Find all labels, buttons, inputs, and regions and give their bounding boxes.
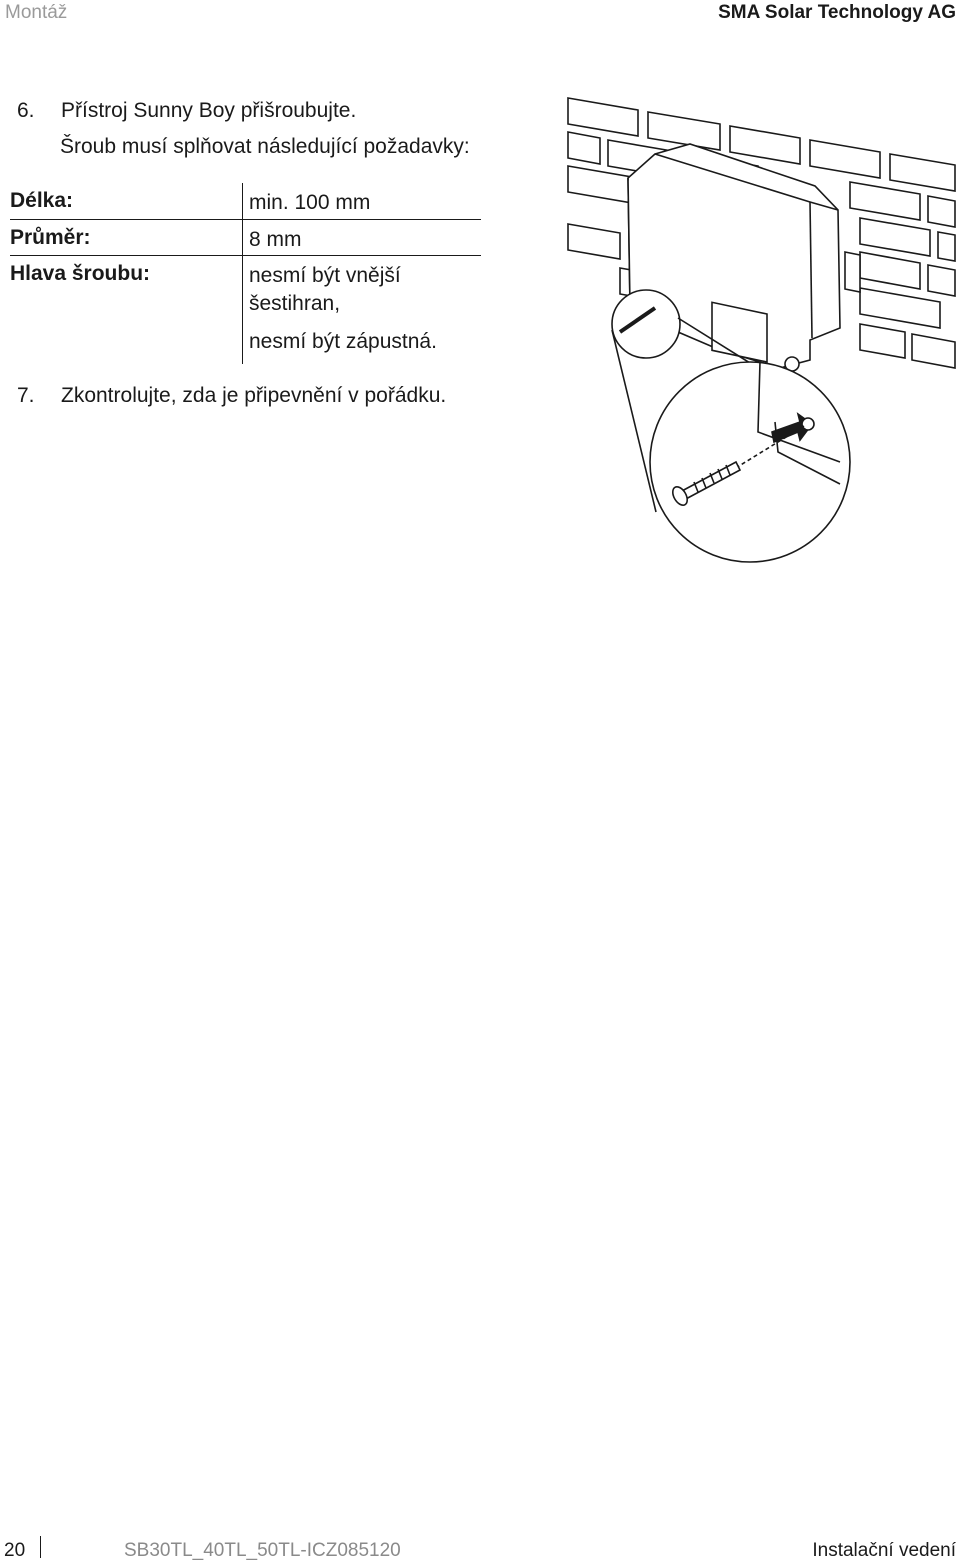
mounting-illustration xyxy=(560,92,960,572)
step-7 xyxy=(17,381,537,411)
detail-circle-large xyxy=(650,362,850,562)
footer-divider xyxy=(40,1536,41,1558)
spec-value-text: nesmí být vnější šestihran, xyxy=(249,264,401,315)
spec-label: Hlava šroubu: xyxy=(10,262,151,285)
step-number: 6. xyxy=(17,99,35,122)
step-text: Přístroj Sunny Boy přišroubujte. xyxy=(61,99,357,122)
detail-circle-small xyxy=(612,290,680,358)
spec-row-screw-head xyxy=(10,256,481,364)
step-number: 7. xyxy=(17,384,35,407)
footer-document-title: Instalační vedení xyxy=(812,1540,956,1561)
header-section: Montáž xyxy=(5,2,68,23)
header-company: SMA Solar Technology AG xyxy=(718,2,956,23)
step-text: Zkontrolujte, zda je připevnění v pořádku. xyxy=(61,384,447,407)
requirements-intro: Šroub musí splňovat následující požadavky: xyxy=(60,135,470,158)
step-6 xyxy=(17,96,537,126)
spec-value-text: 8 mm xyxy=(249,228,302,251)
spec-value xyxy=(242,256,481,364)
footer-page-number: 20 xyxy=(4,1540,26,1561)
spec-label: Délka: xyxy=(10,189,74,212)
spec-value xyxy=(242,220,481,255)
spec-label: Průměr: xyxy=(10,226,91,249)
spec-value-text: min. 100 mm xyxy=(249,191,371,214)
spec-value-text: nesmí být zápustná. xyxy=(249,330,437,353)
spec-value xyxy=(242,183,481,219)
spec-row-length xyxy=(10,183,481,220)
spec-row-diameter xyxy=(10,220,481,256)
footer-document-code: SB30TL_40TL_50TL-ICZ085120 xyxy=(124,1540,401,1561)
spec-table xyxy=(10,183,481,364)
